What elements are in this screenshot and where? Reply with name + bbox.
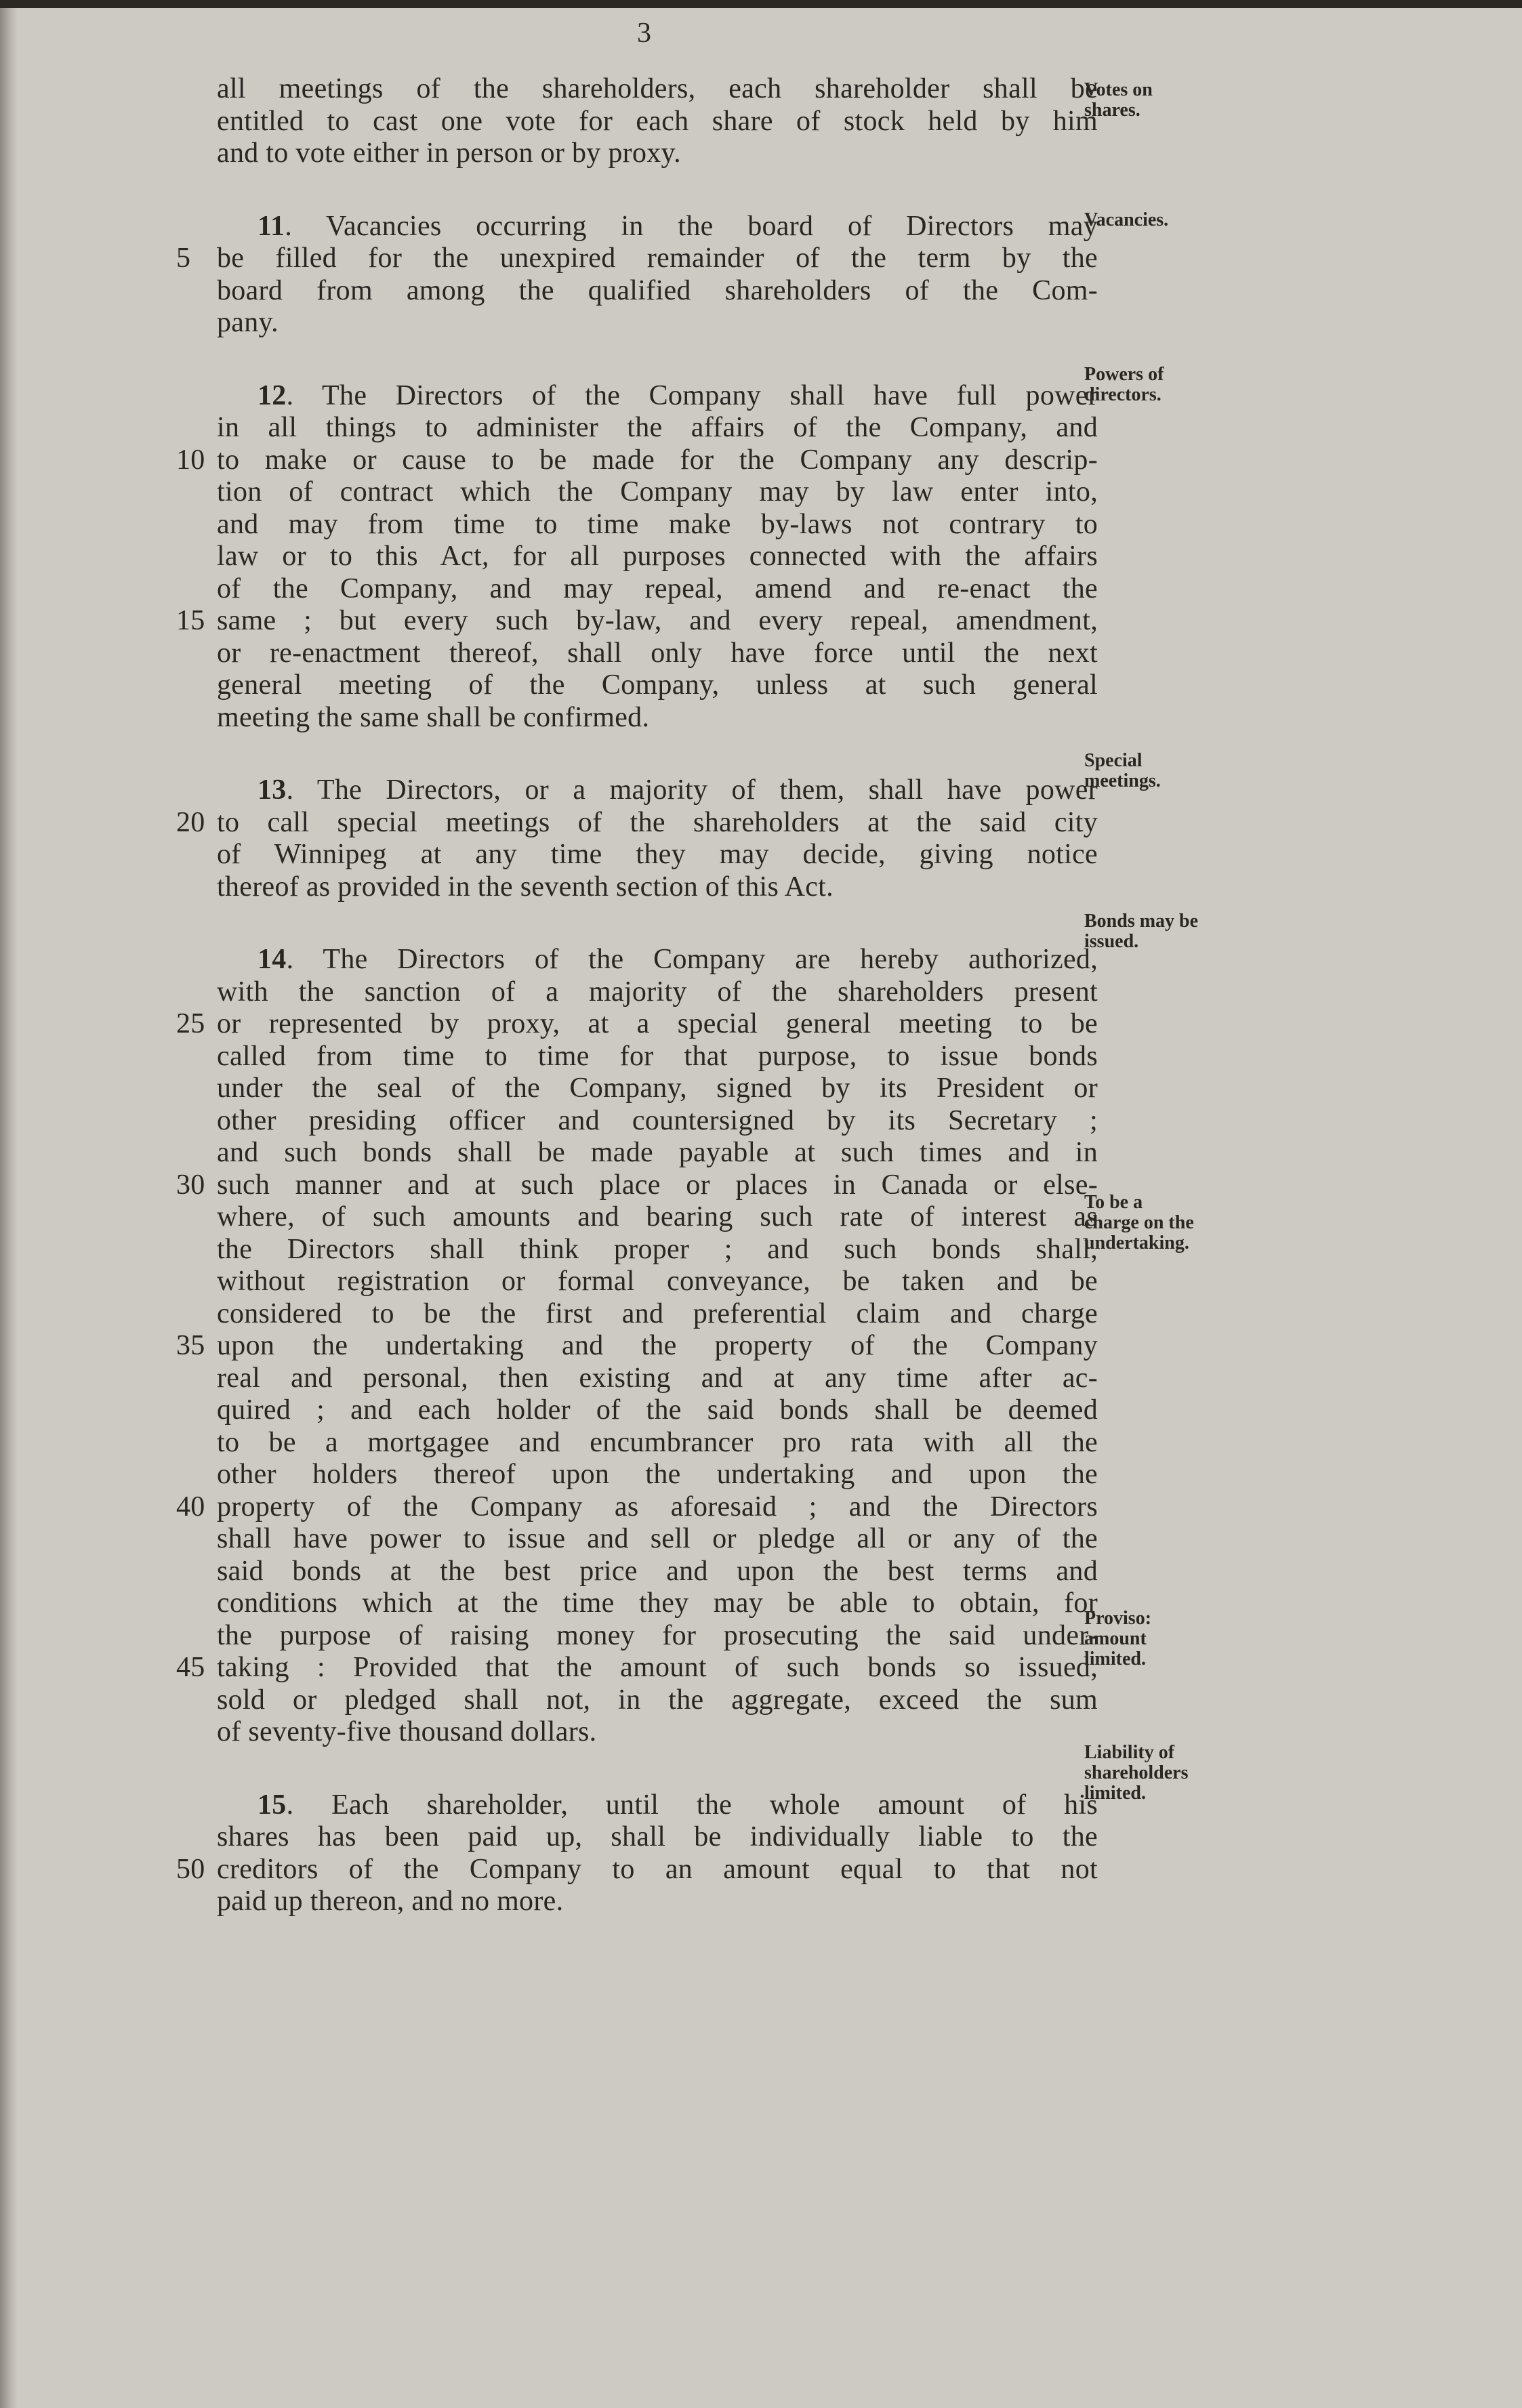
line-text: all meetings of the shareholders, each shareholder shall be	[217, 73, 1098, 104]
text-line	[217, 211, 1098, 243]
text-line	[217, 1684, 1098, 1717]
text-line	[217, 380, 1098, 413]
text-line	[217, 702, 1098, 734]
text-line	[217, 1886, 1098, 1918]
text-line	[176, 1652, 1098, 1684]
text-line	[176, 1169, 1098, 1202]
text-line	[217, 1041, 1098, 1073]
line-text: quired ; and each holder of the said bonds shall be deemed	[217, 1394, 1098, 1426]
marginal-note-vacancies	[1084, 210, 1168, 230]
marginal-note-line: directors.	[1084, 384, 1161, 405]
marginal-note-liability	[1084, 1743, 1189, 1804]
marginal-note-charge	[1084, 1192, 1194, 1253]
section-number: 12	[258, 379, 287, 411]
text-line	[217, 509, 1098, 541]
line-text: same ; but every such by-law, and every repeal, amendment,	[217, 605, 1098, 636]
paragraph	[217, 73, 1098, 170]
line-text: real and personal, then existing and at any time after ac-	[217, 1362, 1098, 1394]
line-text: . The Directors of the Company are hereby authorized,	[286, 944, 1098, 975]
marginal-note-line: undertaking.	[1084, 1232, 1189, 1253]
marginal-note-line: issued.	[1084, 931, 1139, 952]
line-text: paid up thereon, and no more.	[217, 1886, 564, 1917]
text-line	[217, 839, 1098, 871]
text-line	[217, 1459, 1098, 1491]
text-line	[217, 1789, 1098, 1822]
line-text: and such bonds shall be made payable at such times and in	[217, 1137, 1098, 1168]
line-number: 20	[176, 806, 205, 838]
text-line	[217, 1363, 1098, 1395]
section-number: 15	[258, 1789, 287, 1821]
line-text: . The Directors, or a majority of them, shall have power	[286, 774, 1098, 806]
line-text: and to vote either in person or by proxy.	[217, 138, 681, 169]
line-text: board from among the qualified shareholders of the Com-	[217, 274, 1098, 306]
text-line	[217, 1716, 1098, 1749]
text-line	[176, 1008, 1098, 1041]
line-text: be filled for the unexpired remainder of the term by the	[217, 243, 1098, 274]
line-text: called from time to time for that purpose, to issue bonds	[217, 1040, 1098, 1072]
marginal-note-line: amount	[1084, 1628, 1147, 1649]
line-text: such manner and at such place or places in Canada or else-	[217, 1169, 1098, 1201]
text-line	[217, 476, 1098, 509]
line-text: thereof as provided in the seventh section of this Act.	[217, 871, 834, 902]
line-number: 10	[176, 444, 205, 476]
page-binding-shadow	[0, 8, 18, 2408]
line-text: said bonds at the best price and upon the best terms and	[217, 1555, 1098, 1587]
text-line	[176, 243, 1098, 275]
text-line	[217, 73, 1098, 106]
line-number: 35	[176, 1330, 205, 1361]
marginal-note-line: charge on the	[1084, 1212, 1194, 1233]
line-text: . The Directors of the Company shall have full power	[286, 379, 1098, 411]
line-text: conditions which at the time they may be able to obtain, for	[217, 1587, 1098, 1619]
line-text: shall have power to issue and sell or pledge all or any of the	[217, 1523, 1098, 1554]
line-text: pany.	[217, 307, 279, 338]
text-line	[217, 1234, 1098, 1266]
text-line	[217, 1201, 1098, 1234]
line-text: sold or pledged shall not, in the aggregate, exceed the sum	[217, 1684, 1098, 1716]
line-text: of Winnipeg at any time they may decide, giving notice	[217, 839, 1098, 870]
page-top-edge	[0, 0, 1522, 8]
line-text: of the Company, and may repeal, amend and re-enact the	[217, 573, 1098, 604]
text-line	[176, 806, 1098, 839]
text-line	[217, 1620, 1098, 1653]
marginal-note-line: meetings.	[1084, 770, 1161, 791]
marginal-note-line: shares.	[1084, 100, 1140, 121]
text-line	[217, 1394, 1098, 1427]
line-number: 25	[176, 1008, 205, 1039]
text-line	[217, 1105, 1098, 1138]
line-text: property of the Company as aforesaid ; and the Directors	[217, 1491, 1098, 1522]
text-line	[217, 871, 1098, 904]
text-line	[217, 1298, 1098, 1331]
text-line	[217, 1821, 1098, 1854]
section-number: 11	[258, 210, 285, 242]
text-line	[217, 1427, 1098, 1459]
text-line	[176, 605, 1098, 638]
text-line	[217, 1137, 1098, 1169]
text-line	[217, 138, 1098, 170]
paragraph	[176, 210, 1098, 339]
page-number: 3	[637, 18, 651, 49]
line-number: 30	[176, 1169, 205, 1201]
line-number: 50	[176, 1853, 205, 1885]
paragraph	[176, 774, 1098, 903]
line-text: creditors of the Company to an amount equal to that not	[217, 1853, 1098, 1885]
line-number: 45	[176, 1652, 205, 1683]
line-text: in all things to administer the affairs of the Company, and	[217, 412, 1098, 443]
line-text: . Vacancies occurring in the board of Directors may	[285, 210, 1098, 242]
text-line	[176, 444, 1098, 477]
line-text: other holders thereof upon the undertaking and upon the	[217, 1459, 1098, 1490]
marginal-note-line: Special	[1084, 750, 1143, 771]
line-text: to call special meetings of the shareholders at the said city	[217, 806, 1098, 838]
text-line	[217, 275, 1098, 308]
marginal-note-line: To be a	[1084, 1192, 1143, 1213]
text-line	[217, 1556, 1098, 1588]
marginal-note-line: Vacancies.	[1084, 209, 1169, 230]
line-text: the Directors shall think proper ; and such bonds shall,	[217, 1233, 1098, 1265]
text-line	[217, 307, 1098, 339]
text-line	[217, 541, 1098, 573]
marginal-note-line: Votes on	[1084, 79, 1153, 100]
line-text: tion of contract which the Company may by law enter into,	[217, 476, 1098, 507]
line-text: or represented by proxy, at a special general meeting to be	[217, 1008, 1098, 1039]
line-text: law or to this Act, for all purposes connected with the affairs	[217, 541, 1098, 572]
marginal-note-line: limited.	[1084, 1648, 1146, 1669]
text-line	[217, 1587, 1098, 1620]
marginal-note-proviso	[1084, 1608, 1151, 1669]
line-text: to be a mortgagee and encumbrancer pro rata with all the	[217, 1426, 1098, 1458]
text-line	[217, 976, 1098, 1009]
text-line	[176, 1330, 1098, 1363]
text-line	[217, 1523, 1098, 1556]
marginal-note-line: Powers of	[1084, 364, 1164, 385]
line-text: or re-enactment thereof, shall only have force until the next	[217, 637, 1098, 669]
line-text: entitled to cast one vote for each share of stock held by him	[217, 105, 1098, 137]
paragraph	[176, 944, 1098, 1749]
marginal-note-line: shareholders	[1084, 1762, 1189, 1783]
text-line	[217, 944, 1098, 976]
line-text: other presiding officer and countersigned by its Secretary ;	[217, 1104, 1098, 1136]
text-line	[217, 412, 1098, 444]
paragraph	[176, 379, 1098, 734]
paragraph	[176, 1789, 1098, 1918]
marginal-note-bonds	[1084, 911, 1198, 952]
line-number: 40	[176, 1491, 205, 1522]
line-text: general meeting of the Company, unless at such general	[217, 669, 1098, 701]
marginal-note-line: Bonds may be	[1084, 911, 1199, 932]
line-text: taking : Provided that the amount of such bonds so issued,	[217, 1652, 1098, 1683]
line-number: 15	[176, 605, 205, 636]
section-number: 14	[258, 944, 287, 975]
line-text: where, of such amounts and bearing such rate of interest as	[217, 1201, 1098, 1232]
text-line	[217, 1266, 1098, 1298]
body-text	[176, 73, 1098, 1959]
line-text: to make or cause to be made for the Company any descrip-	[217, 444, 1098, 476]
line-text: without registration or formal conveyance, be taken and be	[217, 1266, 1098, 1297]
line-text: considered to be the first and preferential claim and charge	[217, 1298, 1098, 1329]
text-line	[217, 669, 1098, 702]
section-number: 13	[258, 774, 287, 806]
line-text: . Each shareholder, until the whole amount of his	[286, 1789, 1098, 1821]
text-line	[217, 106, 1098, 138]
line-text: meeting the same shall be confirmed.	[217, 701, 650, 733]
line-text: upon the undertaking and the property of the Company	[217, 1330, 1098, 1361]
marginal-note-line: Liability of	[1084, 1742, 1175, 1763]
line-text: shares has been paid up, shall be individually liable to the	[217, 1821, 1098, 1852]
line-text: of seventy-five thousand dollars.	[217, 1716, 597, 1747]
text-line	[217, 774, 1098, 807]
marginal-note-line: limited.	[1084, 1783, 1146, 1804]
text-line	[176, 1853, 1098, 1886]
marginal-note-votes	[1084, 80, 1153, 121]
text-line	[217, 1073, 1098, 1105]
marginal-note-special-meetings	[1084, 751, 1161, 791]
marginal-note-line: Proviso:	[1084, 1608, 1152, 1629]
text-line	[176, 1491, 1098, 1524]
text-line	[217, 573, 1098, 606]
line-text: with the sanction of a majority of the shareholders present	[217, 976, 1098, 1008]
line-text: under the seal of the Company, signed by its President or	[217, 1073, 1098, 1104]
marginal-note-powers	[1084, 365, 1164, 405]
line-number: 5	[176, 243, 191, 274]
line-text: the purpose of raising money for prosecuting the said under-	[217, 1619, 1098, 1651]
line-text: and may from time to time make by-laws not contrary to	[217, 508, 1098, 540]
text-line	[217, 638, 1098, 670]
